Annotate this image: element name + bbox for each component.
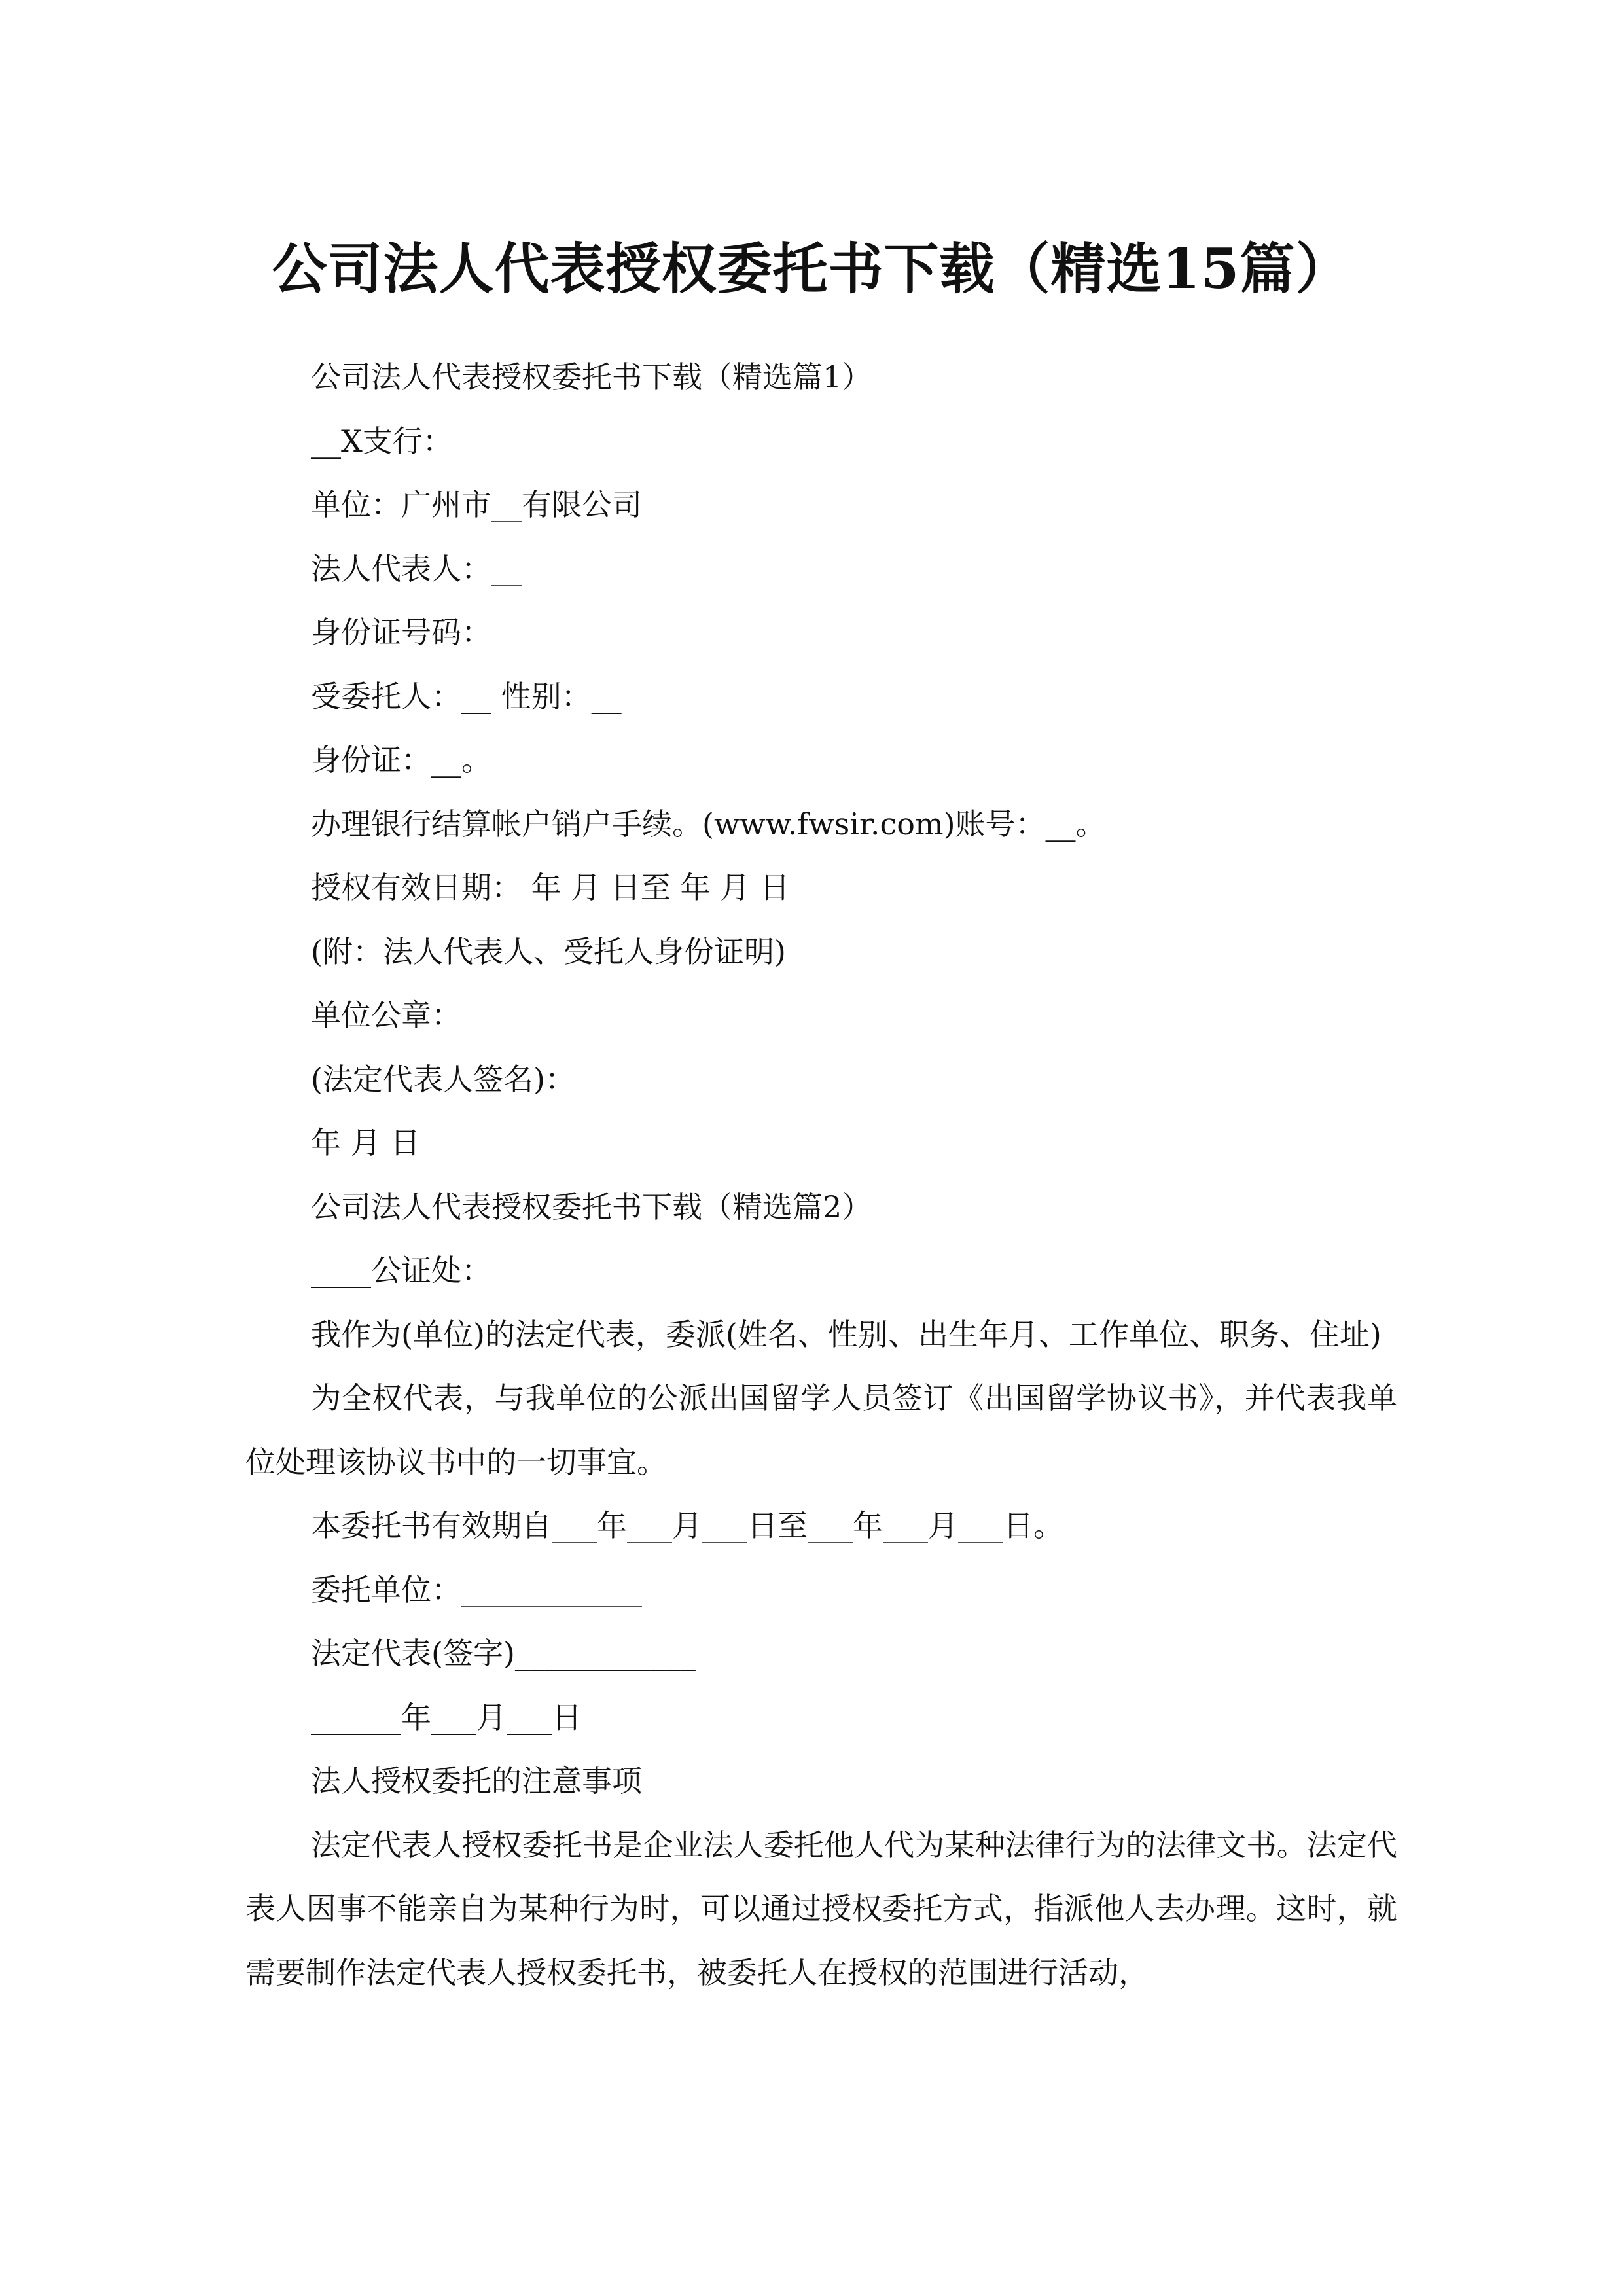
entrusting-unit-line: 委托单位：____________	[311, 1571, 642, 1607]
attachment-note: (附：法人代表人、受托人身份证明)	[311, 933, 786, 969]
trustee-id-line: 身份证：__。	[311, 742, 491, 778]
id-number-line: 身份证号码：	[311, 615, 491, 650]
signature-line: (法定代表人签名)：	[311, 1061, 575, 1097]
notary-addressee-line: ____公证处：	[311, 1253, 491, 1288]
date-line: ______年___月___日	[311, 1699, 582, 1735]
addressee-line: __X支行：	[311, 423, 453, 459]
account-closing-line: 办理银行结算帐户销户手续。(www.fwsir.com)账号：__。	[311, 806, 1106, 842]
delegation-paragraph: 我作为(单位)的法定代表，委派(姓名、性别、出生年月、工作单位、职务、住址)	[311, 1316, 1382, 1352]
unit-seal-line: 单位公章：	[311, 997, 461, 1033]
validity-period-line: 授权有效日期： 年 月 日至 年 月 日	[311, 870, 790, 905]
unit-line: 单位：广州市__有限公司	[311, 487, 642, 522]
date-line: 年 月 日	[311, 1125, 421, 1160]
legal-representative-line: 法人代表人：__	[311, 550, 522, 586]
validity-line: 本委托书有效期自___年___月___日至___年___月___日。	[311, 1508, 1063, 1543]
document-body	[245, 346, 1397, 2005]
authority-paragraph: 为全权代表，与我单位的公派出国留学人员签订《出国留学协议书》，并代表我单位处理该协议书中的一切事宜。	[245, 1380, 1397, 1480]
section-heading: 法人授权委托的注意事项	[311, 1763, 642, 1799]
document-title: 公司法人代表授权委托书下载（精选15篇）	[272, 236, 1351, 302]
representative-signature-line: 法定代表(签字)____________	[311, 1636, 696, 1671]
trustee-line: 受委托人：__ 性别：__	[311, 678, 622, 714]
section-heading: 公司法人代表授权委托书下载（精选篇2）	[311, 1189, 872, 1225]
section-heading: 公司法人代表授权委托书下载（精选篇1）	[311, 359, 872, 395]
explanation-paragraph: 法定代表人授权委托书是企业法人委托他人代为某种法律行为的法律文书。法定代表人因事不能亲自为某种行为时，可以通过授权委托方式，指派他人去办理。这时，就需要制作法定代表人授权委托书，被委托人在授权的范围进行活动，	[245, 1827, 1397, 1990]
